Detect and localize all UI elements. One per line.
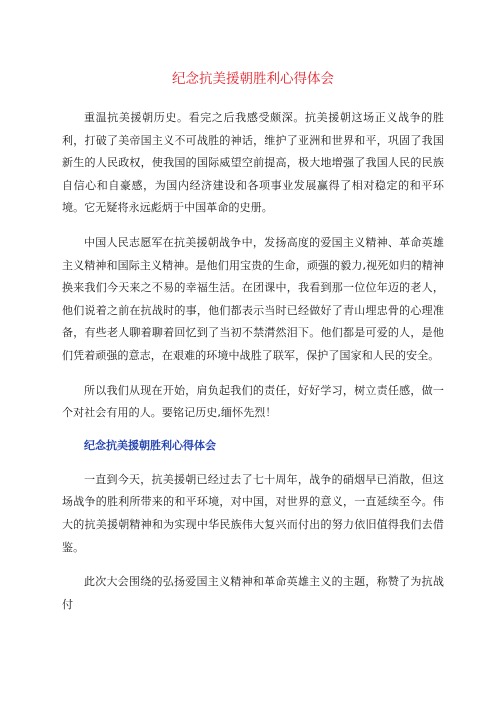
paragraph-5: 此次大会围绕的弘扬爱国主义精神和革命英雄主义的主题，称赞了为抗战付 xyxy=(62,575,444,611)
paragraph-2: 中国人民志愿军在抗美援朝战争中，发扬高度的爱国主义精神、革命英雄主义精神和国际主义精神。是他们用宝贵的生命，顽强的毅力,视死如归的精神换来我们今天来之不易的幸福生活。在团课中，我看到那一位位年迈的老人，他们说着之前在抗战时的事，他们都表示当时已经做好了青山埋忠骨的心理准备，有些老人聊着聊着回忆到了当初不禁潸然泪下。他们都是可爱的人，是他们凭着顽强的意志，在艰难的环境中战胜了联军，保护了国家和人民的安全。 xyxy=(62,235,444,362)
document-title: 纪念抗美援朝胜利心得体会 xyxy=(172,71,334,87)
paragraph-4: 一直到今天，抗美援朝已经过去了七十周年，战争的硝烟早已消散，但这场战争的胜利所带来的和平环境，对中国，对世界的意义，一直延续至今。伟大的抗美援朝精神和为实现中华民族伟大复兴而付出的努力依旧值得我们去借鉴。 xyxy=(62,472,444,554)
paragraph-3: 所以我们从现在开始，肩负起我们的责任，好好学习，树立责任感，做一个对社会有用的人。要铭记历史,缅怀先烈！ xyxy=(62,383,444,420)
section-subtitle: 纪念抗美援朝胜利心得体会 xyxy=(84,438,216,452)
paragraph-1: 重温抗美援朝历史。看完之后我感受颇深。抗美援朝这场正义战争的胜利，打破了美帝国主义不可战胜的神话，维护了亚洲和世界和平，巩固了我国新生的人民政权，使我国的国际威望空前提高，极大地增强了我国人民的民族自信心和自豪感，为国内经济建设和各项事业发展赢得了相对稳定的和平环境。它无疑将永远彪炳于中国革命的史册。 xyxy=(62,111,444,215)
